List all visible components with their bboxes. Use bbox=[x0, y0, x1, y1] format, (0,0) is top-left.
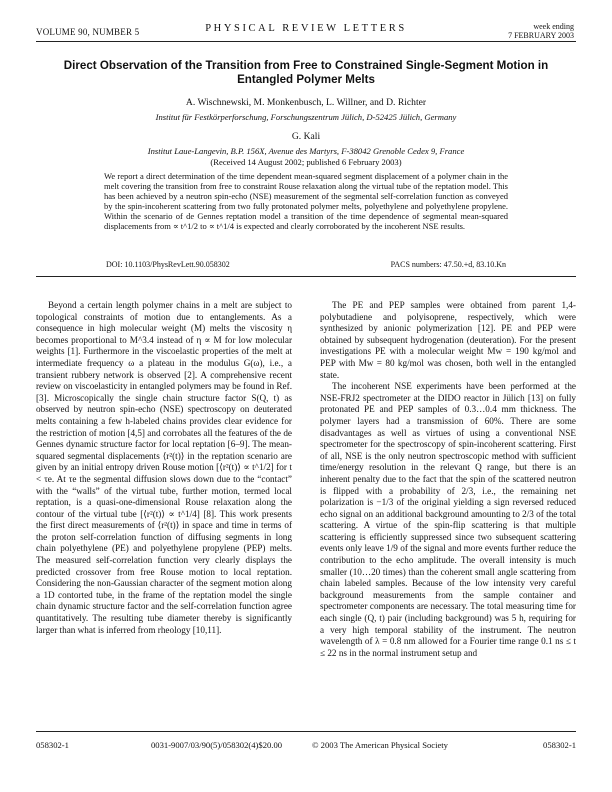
author-list-1: A. Wischnewski, M. Monkenbusch, L. Willner, and D. Richter bbox=[185, 97, 427, 108]
article-code: 0031-9007/03/90(5)/058302(4)$20.00 bbox=[151, 740, 283, 750]
body-paragraph: The PE and PEP samples were obtained from parent 1,4-polybutadiene and polyisoprene, respectively, which were synthesized by anionic polymerization [12]. PE and PEP were obtained by subsequent hydrogenation (deuteration). For the present investigations PE with a molecular weight Mw = 190 kg/mol and PEP with Mw = 80 kg/mol was chosen, both well in the entangled state. bbox=[320, 300, 576, 380]
issue-date-value: 7 FEBRUARY 2003 bbox=[508, 31, 574, 40]
body-left-column bbox=[36, 300, 292, 636]
issue-date bbox=[508, 22, 574, 40]
body-paragraph: The incoherent NSE experiments have been performed at the NSE-FRJ2 spectrometer at the DIDO reactor in Jülich [13] on fully protonated PE and PEP samples of 0.3…0.4 mm thickness. The polymer layers had a transmission of 60%. There are some disadvantages as well as virtues of using a conventional NSE spectrometer for the spectroscopy of spin-incoherent scattering. First of all, NSE is the only neutron spectroscopic method with sufficient time/energy resolution in the relevant Q range, but there is an inherent penalty due to the fact that the spin of the scattered neutron is flipped with a probability of 2/3, i.e., the remaining net polarization is −1/3 of the original yielding a sign reversed reduced echo signal on an additional background amounting to 2/3 of the total scattering. A virtue of the spin-flip scattering is that multiple scattering is efficiently suppressed since two subsequent scattering events only leave 1/9 of the signal and more events further reduce the contribution to the echo amplitude. The overall intensity is much smaller (10…20 times) than the coherent small angle scattering from chain labeled samples. Because of the low intensity very careful background measurements from the sample container and spectrometer components are necessary. The total measuring time for each single (Q, t) pair (including background) was 5 h, requiring for a very high temporal stability of the instrument. The neutron wavelength of λ = 0.8 nm allowed for a Fourier time range 0.1 ns ≤ t ≤ 22 ns in the normal instrument setup and bbox=[320, 381, 576, 658]
footer-rule bbox=[36, 731, 576, 732]
body-paragraph: Beyond a certain length polymer chains in a melt are subject to topological constraints of motion due to entanglements. As a consequence in high molecular weight (M) melts the viscosity η becomes proportional to M^3.4 instead of η ∝ M for low molecular weights [1]. Furthermore in the viscoelastic properties of the melt at intermediate frequency ω a plateau in the modulus G(ω), i.e., a transient rubbery network is observed [2]. A comprehensive recent review on viscoelasticity in entangled polymers may be found in Ref. [3]. Microscopically the single chain structure factor S(Q, t) as observed by neutron spin-echo (NSE) spectroscopy on deuterated melts containing a few h-labeled chains provides clear evidence for the restriction of motion [4,5] and corrobates all the features of the de Gennes dynamic structure factor for local reptation [6–9]. The mean-squared segmental displacements ⟨r²(t)⟩ in the reptation scenario are given by an initial entropy driven Rouse motion [⟨r²(t)⟩ ∝ t^1/2] for t < τe. At τe the segmental diffusion slows down due to the “contact” with the “walls” of the virtual tube, further motion, termed local reptation, is a quasi-one-dimensional Rouse relaxation along the contour of the virtual tube [⟨r²(t)⟩ ∝ t^1/4] [8]. This work presents the first direct measurements of ⟨r²(t)⟩ in space and time in terms of the proton self-correlation function of diffusing segments in long chain polyethylene (PE) and polyethylene propylene (PEP) melts. The measured self-correlation function very clearly displays the predicted crossover from free Rouse motion to local reptation. Considering the non-Gaussian character of the segment motion along a 1D contorted tube, in the frame of the reptation model the single chain dynamic structure factor and the self-correlation function agree quantitatively. The resulting tube diameter thereby is significantly larger than what is inferred from rheology [10,11]. bbox=[36, 300, 292, 635]
page-number-right: 058302-1 bbox=[543, 740, 576, 750]
copyright: © 2003 The American Physical Society bbox=[312, 740, 448, 750]
abstract-rule bbox=[36, 276, 576, 277]
page-number-left: 058302-1 bbox=[36, 740, 69, 750]
abstract: We report a direct determination of the time dependent mean-squared segment displacement of a polymer chain in the melt covering the transition from free to constraint Rouse relaxation along the virtual tube of the reptation model. This has been achieved by a neutron spin-echo (NSE) measurement of the segmental self-correlation function as conveyed by the spin-incoherent scattering from two fully protonated polymer melts, polyethylene and polyethylene propylene. Within the scenario of de Gennes reptation model a transition of the time dependence of segmental mean-squared displacements from ∝ t^1/2 to ∝ t^1/4 is expected and clearly corroborated by the incoherent NSE results. bbox=[104, 171, 508, 232]
doi: DOI: 10.1103/PhysRevLett.90.058302 bbox=[106, 260, 230, 269]
author-list-2: G. Kali bbox=[291, 131, 321, 142]
affiliation-1: Institut für Festkörperforschung, Forschungszentrum Jülich, D-52425 Jülich, Germany bbox=[155, 112, 457, 122]
received-date: (Received 14 August 2002; published 6 February 2003) bbox=[210, 157, 402, 167]
affiliation-2: Institut Laue-Langevin, B.P. 156X, Avenue des Martyrs, F-38042 Grenoble Cedex 9, France bbox=[147, 146, 465, 156]
header-rule bbox=[36, 41, 576, 42]
article-title: Direct Observation of the Transition from Free to Constrained Single-Segment Motion in Entangled Polymer Melts bbox=[63, 59, 549, 86]
pacs-numbers: PACS numbers: 47.50.+d, 83.10.Kn bbox=[390, 260, 506, 269]
week-ending-label: week ending bbox=[533, 22, 574, 31]
body-right-column bbox=[320, 300, 576, 659]
journal-name: PHYSICAL REVIEW LETTERS bbox=[205, 23, 407, 34]
volume-number: VOLUME 90, NUMBER 5 bbox=[36, 27, 140, 37]
